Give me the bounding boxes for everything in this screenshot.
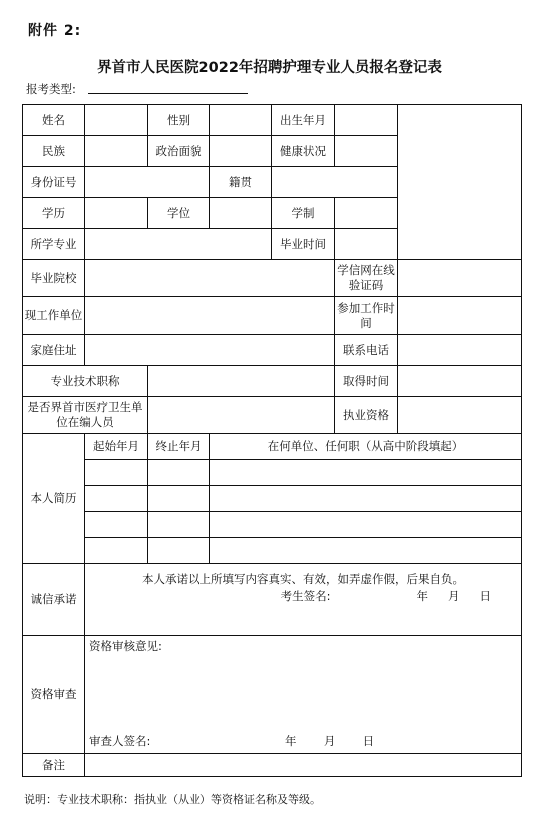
health-label: 健康状况 (272, 136, 335, 167)
resume-position-cell[interactable] (210, 538, 522, 564)
address-label: 家庭住址 (23, 335, 85, 366)
registration-form (22, 104, 522, 777)
birth-field[interactable] (335, 105, 398, 136)
in-staff-field[interactable] (148, 397, 335, 434)
year-label: 年 (285, 734, 297, 749)
exam-type-label: 报考类型: (26, 82, 76, 96)
resume-position-cell[interactable] (210, 512, 522, 538)
resume-start-cell[interactable] (85, 538, 148, 564)
education-field[interactable] (85, 198, 148, 229)
candidate-sign-label: 考生签名: (280, 588, 331, 603)
practice-qual-field[interactable] (398, 397, 522, 434)
degree-label: 学位 (148, 198, 210, 229)
political-field[interactable] (210, 136, 272, 167)
reviewer-sign-label: 审查人签名: (89, 734, 151, 749)
attachment-label: 附件 2: (28, 23, 82, 39)
degree-field[interactable] (210, 198, 272, 229)
exam-type-blank[interactable] (88, 93, 248, 94)
candidate-sign-row (85, 589, 521, 604)
review-opinion-label: 资格审核意见: (89, 639, 162, 653)
year-label: 年 (416, 588, 428, 603)
footnote: 说明：专业技术职称：指执业（从业）等资格证名称及等级。 (24, 793, 321, 806)
resume-start-header: 起始年月 (85, 434, 148, 460)
in-staff-label: 是否界首市医疗卫生单位在编人员 (23, 397, 148, 434)
pledge-text: 本人承诺以上所填写内容真实、有效，如弄虚作假，后果自负。 (142, 572, 464, 586)
id-number-label: 身份证号 (23, 167, 85, 198)
health-field[interactable] (335, 136, 398, 167)
major-label: 所学专业 (23, 229, 85, 260)
phone-label: 联系电话 (335, 335, 398, 366)
resume-end-cell[interactable] (148, 460, 210, 486)
ethnicity-field[interactable] (85, 136, 148, 167)
photo-box[interactable] (398, 105, 522, 260)
xuexin-code-label: 学信网在线验证码 (335, 260, 398, 297)
schooling-label: 学制 (272, 198, 335, 229)
resume-end-header: 终止年月 (148, 434, 210, 460)
major-field[interactable] (85, 229, 272, 260)
title-prof-label: 专业技术职称 (23, 366, 148, 397)
resume-end-cell[interactable] (148, 512, 210, 538)
resume-label: 本人简历 (23, 434, 85, 564)
gender-field[interactable] (210, 105, 272, 136)
remark-field[interactable] (85, 754, 522, 777)
obtain-time-field[interactable] (398, 366, 522, 397)
schooling-field[interactable] (335, 198, 398, 229)
address-field[interactable] (85, 335, 335, 366)
ethnicity-label: 民族 (23, 136, 85, 167)
resume-start-cell[interactable] (85, 486, 148, 512)
resume-start-cell[interactable] (85, 512, 148, 538)
pledge-box (85, 564, 522, 636)
day-label: 日 (479, 588, 491, 603)
id-number-field[interactable] (85, 167, 210, 198)
name-label: 姓名 (23, 105, 85, 136)
origin-field[interactable] (272, 167, 398, 198)
resume-position-header: 在何单位、任何职（从高中阶段填起） (210, 434, 522, 460)
resume-start-cell[interactable] (85, 460, 148, 486)
resume-position-cell[interactable] (210, 486, 522, 512)
political-label: 政治面貌 (148, 136, 210, 167)
birth-label: 出生年月 (272, 105, 335, 136)
practice-qual-label: 执业资格 (335, 397, 398, 434)
resume-end-cell[interactable] (148, 486, 210, 512)
review-date-row (285, 734, 374, 749)
review-label: 资格审查 (23, 636, 85, 754)
origin-label: 籍贯 (210, 167, 272, 198)
education-label: 学历 (23, 198, 85, 229)
name-field[interactable] (85, 105, 148, 136)
title-prof-field[interactable] (148, 366, 335, 397)
review-box (85, 636, 522, 754)
work-start-field[interactable] (398, 297, 522, 335)
remark-label: 备注 (23, 754, 85, 777)
gender-label: 性别 (148, 105, 210, 136)
month-label: 月 (448, 588, 460, 603)
xuexin-code-field[interactable] (398, 260, 522, 297)
pledge-label: 诚信承诺 (23, 564, 85, 636)
phone-field[interactable] (398, 335, 522, 366)
resume-position-cell[interactable] (210, 460, 522, 486)
work-start-label: 参加工作时间 (335, 297, 398, 335)
page-title: 界首市人民医院2022年招聘护理专业人员报名登记表 (97, 60, 442, 76)
work-unit-field[interactable] (85, 297, 335, 335)
grad-time-label: 毕业时间 (272, 229, 335, 260)
school-field[interactable] (85, 260, 335, 297)
school-label: 毕业院校 (23, 260, 85, 297)
work-unit-label: 现工作单位 (23, 297, 85, 335)
month-label: 月 (323, 734, 336, 749)
day-label: 日 (362, 734, 375, 749)
grad-time-field[interactable] (335, 229, 398, 260)
resume-end-cell[interactable] (148, 538, 210, 564)
obtain-time-label: 取得时间 (335, 366, 398, 397)
